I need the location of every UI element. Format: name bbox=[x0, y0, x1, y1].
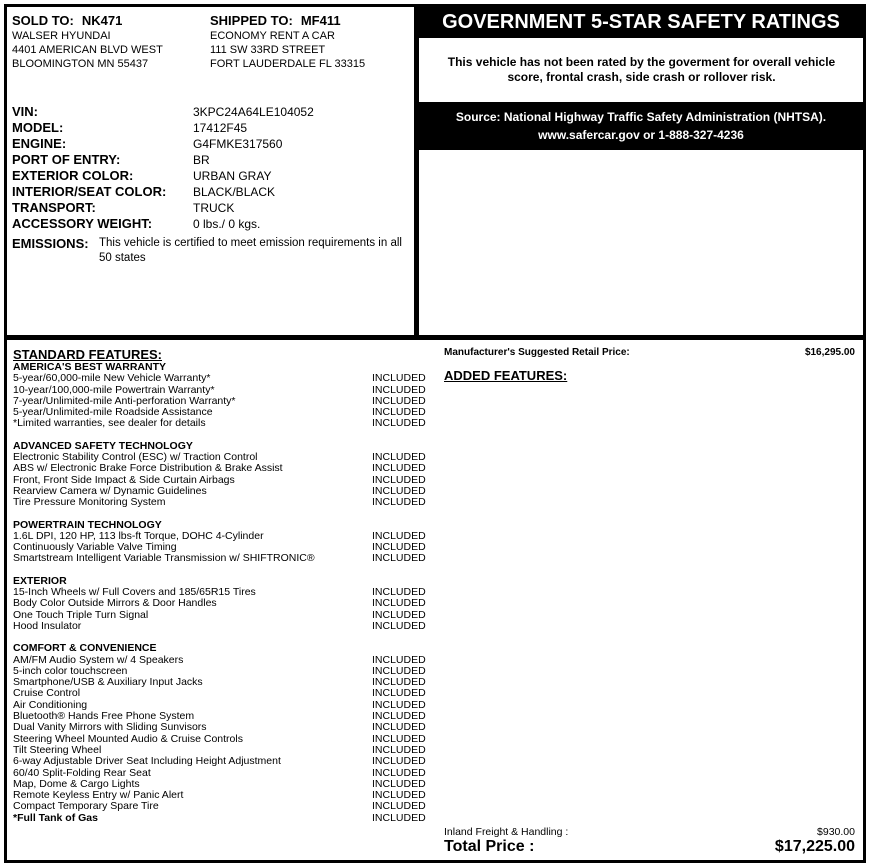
shipped-to-block bbox=[210, 13, 365, 71]
feature-category: EXTERIOR bbox=[13, 574, 67, 587]
feature-status: INCLUDED bbox=[372, 789, 426, 802]
feature-status: INCLUDED bbox=[372, 743, 426, 756]
feature-name: Rearview Camera w/ Dynamic Guidelines bbox=[13, 484, 207, 497]
vehicle-field-label: ENGINE: bbox=[12, 136, 67, 151]
feature-row bbox=[13, 722, 433, 733]
total-price-label: Total Price : bbox=[444, 838, 535, 855]
feature-status: INCLUDED bbox=[372, 687, 426, 700]
shipped-to-label: SHIPPED TO: bbox=[210, 13, 293, 28]
feature-status: INCLUDED bbox=[372, 777, 426, 790]
feature-name: Steering Wheel Mounted Audio & Cruise Controls bbox=[13, 732, 243, 745]
sold-to-line: WALSER HYUNDAI bbox=[12, 30, 111, 42]
msrp-value: $16,295.00 bbox=[804, 347, 855, 358]
standard-features-title: STANDARD FEATURES: bbox=[13, 347, 163, 362]
feature-name: 60/40 Split-Folding Rear Seat bbox=[13, 766, 151, 779]
sold-to-block bbox=[12, 13, 163, 71]
feature-status: INCLUDED bbox=[372, 698, 426, 711]
feature-name: 5-year/60,000-mile New Vehicle Warranty* bbox=[13, 372, 211, 385]
vehicle-field-label: VIN: bbox=[12, 104, 38, 119]
feature-status: INCLUDED bbox=[372, 676, 426, 689]
feature-name: AM/FM Audio System w/ 4 Speakers bbox=[13, 653, 184, 666]
feature-status: INCLUDED bbox=[372, 529, 426, 542]
feature-name: 15-Inch Wheels w/ Full Covers and 185/65R15 Tires bbox=[13, 586, 256, 599]
feature-name: *Limited warranties, see dealer for details bbox=[13, 417, 206, 430]
feature-status: INCLUDED bbox=[372, 417, 426, 430]
emissions-text: This vehicle is certified to meet emission requirements in all 50 states bbox=[99, 237, 402, 264]
feature-row bbox=[13, 463, 433, 474]
feature-row bbox=[13, 418, 433, 429]
feature-status: INCLUDED bbox=[372, 619, 426, 632]
feature-name: 5-year/Unlimited-mile Roadside Assistance bbox=[13, 406, 213, 419]
feature-status: INCLUDED bbox=[372, 653, 426, 666]
feature-status: INCLUDED bbox=[372, 664, 426, 677]
feature-status: INCLUDED bbox=[372, 383, 426, 396]
shipped-to-line: ECONOMY RENT A CAR bbox=[210, 30, 335, 42]
total-price-value: $17,225.00 bbox=[774, 838, 855, 855]
vehicle-field-value: BR bbox=[193, 153, 210, 167]
feature-name: Continuously Variable Valve Timing bbox=[13, 541, 177, 554]
freight-label: Inland Freight & Handling : bbox=[444, 826, 569, 838]
feature-status: INCLUDED bbox=[372, 586, 426, 599]
feature-status: INCLUDED bbox=[372, 608, 426, 621]
feature-name: Compact Temporary Spare Tire bbox=[13, 800, 159, 813]
safety-ratings-panel bbox=[416, 4, 866, 338]
feature-name: Air Conditioning bbox=[13, 698, 88, 711]
feature-status: INCLUDED bbox=[372, 496, 426, 509]
vehicle-field-value: 17412F45 bbox=[193, 121, 248, 135]
feature-name: Dual Vanity Mirrors with Sliding Sunvisors bbox=[13, 721, 207, 734]
feature-status: INCLUDED bbox=[372, 552, 426, 565]
vehicle-field-label: EXTERIOR COLOR: bbox=[12, 168, 134, 183]
feature-category: ADVANCED SAFETY TECHNOLOGY bbox=[13, 439, 193, 452]
feature-name: *Full Tank of Gas bbox=[13, 811, 98, 824]
feature-name: Smartphone/USB & Auxiliary Input Jacks bbox=[13, 676, 203, 689]
sold-to-line: 4401 AMERICAN BLVD WEST bbox=[12, 44, 163, 56]
feature-status: INCLUDED bbox=[372, 473, 426, 486]
feature-row bbox=[13, 598, 433, 609]
feature-name: Tilt Steering Wheel bbox=[13, 743, 102, 756]
features-pricing-panel bbox=[4, 337, 866, 863]
feature-status: INCLUDED bbox=[372, 811, 426, 824]
feature-category: AMERICA'S BEST WARRANTY bbox=[13, 361, 166, 373]
feature-name: Electronic Stability Control (ESC) w/ Traction Control bbox=[13, 451, 258, 464]
feature-status: INCLUDED bbox=[372, 541, 426, 554]
feature-name: Front, Front Side Impact & Side Curtain Airbags bbox=[13, 473, 235, 486]
feature-category: COMFORT & CONVENIENCE bbox=[13, 642, 157, 655]
feature-name: One Touch Triple Turn Signal bbox=[13, 608, 149, 621]
shipped-to-line: 111 SW 33RD STREET bbox=[210, 44, 326, 56]
feature-name: 1.6L DPI, 120 HP, 113 lbs-ft Torque, DOHC 4-Cylinder bbox=[13, 529, 264, 542]
feature-row bbox=[13, 801, 433, 812]
feature-name: Hood Insulator bbox=[13, 619, 82, 632]
vehicle-field-value: 0 lbs./ 0 kgs. bbox=[193, 217, 261, 231]
feature-name: Cruise Control bbox=[13, 687, 81, 700]
sold-to-line: BLOOMINGTON MN 55437 bbox=[12, 58, 149, 70]
feature-row bbox=[13, 813, 433, 824]
added-features-title: ADDED FEATURES: bbox=[444, 368, 568, 383]
feature-row bbox=[13, 497, 433, 508]
vehicle-field-label: TRANSPORT: bbox=[12, 200, 96, 215]
feature-row bbox=[13, 553, 433, 564]
vehicle-field-value: G4FMKE317560 bbox=[193, 137, 283, 151]
vehicle-field-value: TRUCK bbox=[193, 201, 235, 215]
feature-row bbox=[13, 621, 433, 632]
feature-category: POWERTRAIN TECHNOLOGY bbox=[13, 518, 162, 531]
vehicle-info-panel bbox=[4, 4, 417, 338]
vehicle-field-label: PORT OF ENTRY: bbox=[12, 152, 121, 167]
nhtsa-source-line: Source: National Highway Traffic Safety Administration (NHTSA). bbox=[455, 110, 827, 124]
nhtsa-source bbox=[419, 102, 863, 150]
feature-status: INCLUDED bbox=[372, 462, 426, 475]
standard-features-list bbox=[13, 362, 433, 824]
shipped-to-code: MF411 bbox=[300, 13, 341, 28]
feature-name: 7-year/Unlimited-mile Anti-perforation Warranty* bbox=[13, 394, 236, 407]
feature-status: INCLUDED bbox=[372, 394, 426, 407]
feature-name: 5-inch color touchscreen bbox=[13, 664, 128, 677]
sold-to-label: SOLD TO: bbox=[12, 13, 74, 28]
feature-status: INCLUDED bbox=[372, 406, 426, 419]
emissions-label: EMISSIONS: bbox=[12, 236, 89, 251]
feature-status: INCLUDED bbox=[372, 597, 426, 610]
vehicle-field-label: INTERIOR/SEAT COLOR: bbox=[12, 184, 167, 199]
feature-name: Remote Keyless Entry w/ Panic Alert bbox=[13, 789, 184, 802]
feature-row bbox=[13, 373, 433, 384]
shipped-to-line: FORT LAUDERDALE FL 33315 bbox=[210, 58, 366, 70]
feature-status: INCLUDED bbox=[372, 372, 426, 385]
feature-name: 10-year/100,000-mile Powertrain Warranty* bbox=[13, 383, 215, 396]
vehicle-field-value: BLACK/BLACK bbox=[193, 185, 276, 199]
feature-status: INCLUDED bbox=[372, 451, 426, 464]
feature-name: Map, Dome & Cargo Lights bbox=[13, 777, 140, 790]
feature-name: Tire Pressure Monitoring System bbox=[13, 496, 166, 509]
sold-to-code: NK471 bbox=[81, 13, 123, 28]
msrp-label: Manufacturer's Suggested Retail Price: bbox=[444, 347, 630, 358]
feature-name: ABS w/ Electronic Brake Force Distribution & Brake Assist bbox=[13, 462, 283, 475]
feature-status: INCLUDED bbox=[372, 484, 426, 497]
vehicle-field-label: MODEL: bbox=[12, 120, 64, 135]
vehicle-field-value: 3KPC24A64LE104052 bbox=[193, 105, 314, 119]
feature-status: INCLUDED bbox=[372, 721, 426, 734]
freight-value: $930.00 bbox=[817, 826, 855, 838]
feature-status: INCLUDED bbox=[372, 710, 426, 723]
feature-name: Bluetooth® Hands Free Phone System bbox=[13, 710, 195, 723]
feature-status: INCLUDED bbox=[372, 800, 426, 813]
safety-ratings-message: This vehicle has not been rated by the goverment for overall vehicle score, frontal crash, side crash or rollover risk. bbox=[447, 55, 836, 84]
feature-name: 6-way Adjustable Driver Seat Including Height Adjustment bbox=[13, 755, 281, 768]
feature-status: INCLUDED bbox=[372, 766, 426, 779]
nhtsa-contact-line: www.safercar.gov or 1-888-327-4236 bbox=[538, 128, 744, 142]
feature-row bbox=[13, 756, 433, 767]
feature-status: INCLUDED bbox=[372, 732, 426, 745]
safety-ratings-title: GOVERNMENT 5-STAR SAFETY RATINGS bbox=[419, 7, 863, 38]
vehicle-field-value: URBAN GRAY bbox=[193, 169, 272, 183]
feature-name: Body Color Outside Mirrors & Door Handles bbox=[13, 597, 217, 610]
feature-status: INCLUDED bbox=[372, 755, 426, 768]
feature-name: Smartstream Intelligent Variable Transmission w/ SHIFTRONIC® bbox=[13, 552, 315, 565]
vehicle-field-label: ACCESSORY WEIGHT: bbox=[12, 216, 153, 231]
